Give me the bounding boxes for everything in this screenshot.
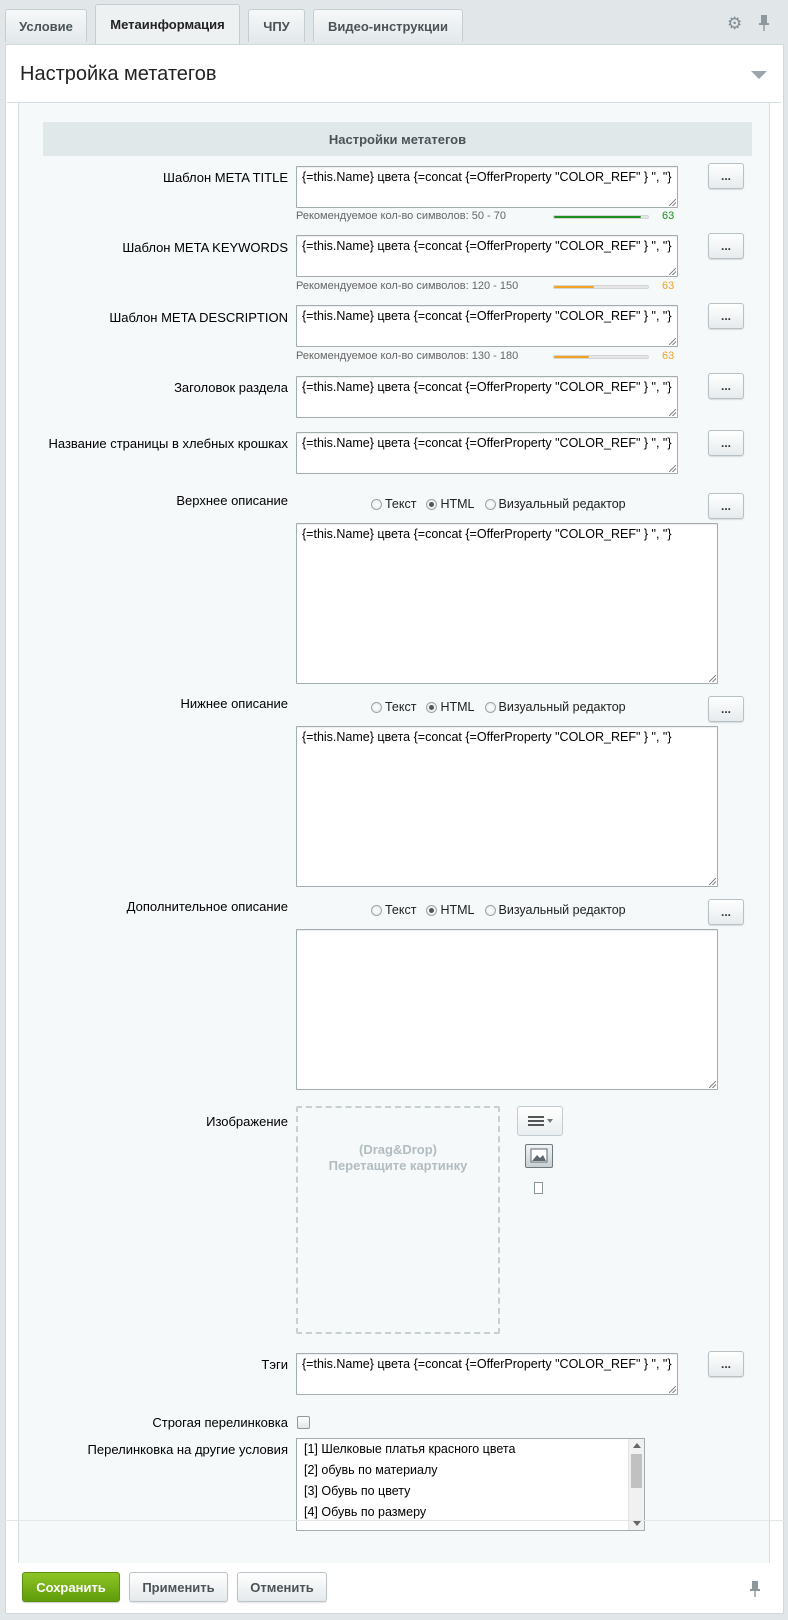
bottom-description-mode-group bbox=[371, 700, 636, 714]
meta-description-hint: Рекомендуемое кол-во символов: 130 - 180 bbox=[296, 350, 519, 362]
mode-text-radio[interactable]: Текст bbox=[371, 497, 416, 511]
breadcrumb-name-macro-button[interactable]: ... bbox=[708, 430, 744, 456]
strict-linking-label: Строгая перелинковка bbox=[152, 1415, 288, 1430]
panel-title: Настройка метатегов bbox=[20, 63, 217, 85]
tab-video-instructions[interactable]: Видео-инструкции bbox=[313, 9, 463, 42]
image-dropzone[interactable] bbox=[296, 1106, 500, 1334]
tab-condition[interactable]: Условие bbox=[5, 9, 87, 42]
mode-html-radio[interactable]: HTML bbox=[426, 497, 474, 511]
tab-sef-url[interactable]: ЧПУ bbox=[248, 9, 305, 42]
mode-text-radio[interactable]: Текст bbox=[371, 700, 416, 714]
list-scrollbar[interactable] bbox=[628, 1439, 644, 1530]
linking-conditions-list[interactable] bbox=[296, 1438, 645, 1531]
top-description-label: Верхнее описание bbox=[176, 493, 288, 508]
image-icon[interactable] bbox=[525, 1144, 553, 1168]
mode-visual-radio[interactable]: Визуальный редактор bbox=[485, 700, 626, 714]
mode-html-radio[interactable]: HTML bbox=[426, 700, 474, 714]
apply-button[interactable]: Применить bbox=[129, 1572, 228, 1602]
breadcrumb-name-label: Название страницы в хлебных крошках bbox=[48, 436, 288, 451]
tags-input[interactable]: {=this.Name} цвета {=concat {=OfferProperty "COLOR_REF" } ", "} bbox=[296, 1353, 678, 1395]
additional-description-macro-button[interactable]: ... bbox=[708, 899, 744, 925]
mode-visual-radio[interactable]: Визуальный редактор bbox=[485, 903, 626, 917]
bottom-description-textarea[interactable]: {=this.Name} цвета {=concat {=OfferProperty "COLOR_REF" } ", "} bbox=[296, 726, 718, 887]
list-item[interactable]: [3] Обувь по цвету bbox=[304, 1484, 411, 1498]
meta-keywords-input[interactable]: {=this.Name} цвета {=concat {=OfferProperty "COLOR_REF" } ", "} bbox=[296, 235, 678, 277]
section-heading: Настройки метатегов bbox=[43, 122, 752, 156]
meta-description-macro-button[interactable]: ... bbox=[708, 303, 744, 329]
bottom-description-macro-button[interactable]: ... bbox=[708, 696, 744, 722]
additional-description-textarea[interactable] bbox=[296, 929, 718, 1090]
meta-description-input[interactable]: {=this.Name} цвета {=concat {=OfferProperty "COLOR_REF" } ", "} bbox=[296, 305, 678, 347]
image-label: Изображение bbox=[206, 1114, 288, 1129]
list-item[interactable]: [2] обувь по материалу bbox=[304, 1463, 438, 1477]
scroll-thumb[interactable] bbox=[631, 1454, 642, 1488]
collapse-arrow-icon[interactable] bbox=[751, 71, 767, 79]
footer-divider bbox=[5, 1520, 784, 1521]
tab-metainfo[interactable]: Метаинформация bbox=[95, 4, 240, 44]
meta-title-macro-button[interactable]: ... bbox=[708, 163, 744, 189]
additional-description-label: Дополнительное описание bbox=[126, 899, 288, 914]
linking-conditions-label: Перелинковка на другие условия bbox=[87, 1442, 288, 1457]
file-icon[interactable] bbox=[534, 1182, 543, 1194]
tags-macro-button[interactable]: ... bbox=[708, 1351, 744, 1377]
list-item[interactable]: [1] Шелковые платья красного цвета bbox=[304, 1442, 516, 1456]
meta-title-hint: Рекомендуемое кол-во символов: 50 - 70 bbox=[296, 210, 506, 222]
tab-bar bbox=[0, 0, 788, 44]
meta-description-meter bbox=[553, 355, 649, 359]
dropzone-hint: (Drag&Drop) bbox=[359, 1142, 437, 1157]
section-header-input[interactable]: {=this.Name} цвета {=concat {=OfferProperty "COLOR_REF" } ", "} bbox=[296, 376, 678, 418]
meta-title-meter bbox=[553, 215, 649, 219]
list-item[interactable]: [4] Обувь по размеру bbox=[304, 1505, 427, 1519]
meta-keywords-label: Шаблон META KEYWORDS bbox=[122, 240, 288, 255]
section-header-label: Заголовок раздела bbox=[174, 380, 288, 395]
mode-text-radio[interactable]: Текст bbox=[371, 903, 416, 917]
dropzone-text: Перетащите картинку bbox=[328, 1158, 468, 1173]
section-header-macro-button[interactable]: ... bbox=[708, 373, 744, 399]
footer-pin-icon[interactable] bbox=[749, 1580, 761, 1603]
gear-icon[interactable]: ⚙ bbox=[727, 14, 743, 33]
scroll-up-icon[interactable] bbox=[633, 1443, 641, 1448]
top-description-textarea[interactable]: {=this.Name} цвета {=concat {=OfferProperty "COLOR_REF" } ", "} bbox=[296, 523, 718, 684]
image-menu-button[interactable] bbox=[517, 1106, 563, 1136]
meta-keywords-meter bbox=[553, 285, 649, 289]
meta-keywords-hint: Рекомендуемое кол-во символов: 120 - 150 bbox=[296, 280, 519, 292]
mode-visual-radio[interactable]: Визуальный редактор bbox=[485, 497, 626, 511]
save-button[interactable]: Сохранить bbox=[22, 1572, 120, 1602]
additional-description-mode-group bbox=[371, 903, 636, 917]
mode-html-radio[interactable]: HTML bbox=[426, 903, 474, 917]
meta-title-label: Шаблон META TITLE bbox=[163, 170, 288, 185]
top-description-mode-group bbox=[371, 497, 636, 511]
meta-keywords-macro-button[interactable]: ... bbox=[708, 233, 744, 259]
strict-linking-checkbox[interactable] bbox=[297, 1416, 310, 1429]
tags-label: Тэги bbox=[261, 1357, 288, 1372]
top-description-macro-button[interactable]: ... bbox=[708, 493, 744, 519]
breadcrumb-name-input[interactable]: {=this.Name} цвета {=concat {=OfferProperty "COLOR_REF" } ", "} bbox=[296, 432, 678, 474]
meta-description-count: 63 bbox=[662, 350, 675, 362]
meta-title-input[interactable]: {=this.Name} цвета {=concat {=OfferProperty "COLOR_REF" } ", "} bbox=[296, 166, 678, 208]
pin-icon[interactable] bbox=[758, 14, 770, 37]
meta-keywords-count: 63 bbox=[662, 280, 675, 292]
cancel-button[interactable]: Отменить bbox=[237, 1572, 327, 1602]
meta-title-count: 63 bbox=[662, 210, 675, 222]
scroll-down-icon[interactable] bbox=[633, 1521, 641, 1526]
bottom-description-label: Нижнее описание bbox=[180, 696, 288, 711]
meta-description-label: Шаблон META DESCRIPTION bbox=[109, 310, 288, 325]
